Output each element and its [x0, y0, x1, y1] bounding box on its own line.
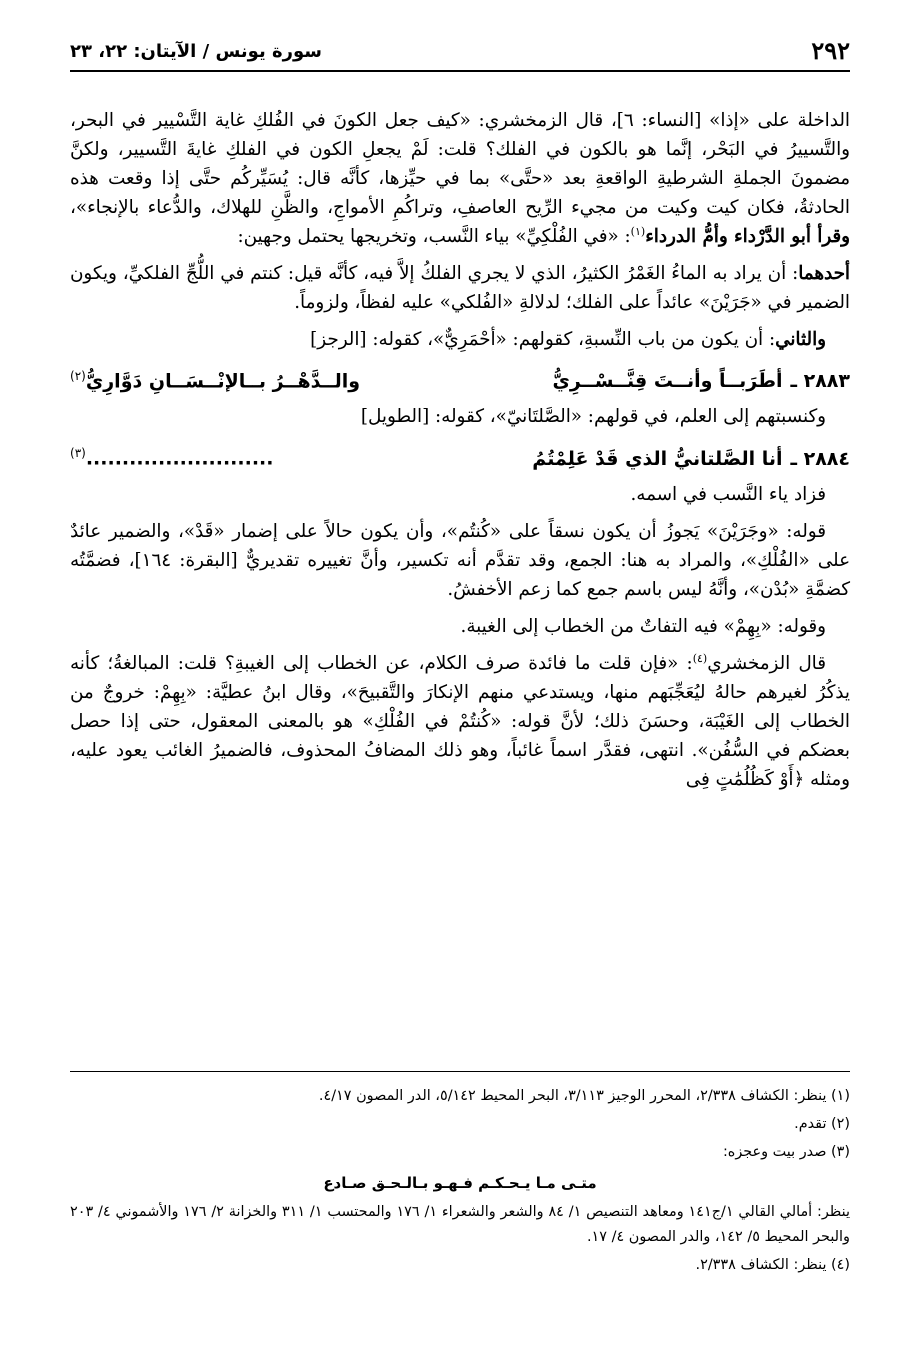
verse-hemistich-2: ..........................$^{(٣)}$: [70, 446, 274, 470]
running-header: [70, 34, 850, 74]
paragraph-8: قال الزمخشري$^{(٤)}$: «فإن قلت ما فائدة صرف الكلام، عن الخطاب إلى الغيبةِ؟ قلت: المبالغةُ؛ كأنه يذكُرُ لغيرهم حالهُ ليُعَجِّبَهم منها، ويستدعي منهم الإنكارَ والتَّقبيحَ»، وقال ابنُ عطيَّة: «بِهِمْ: خروجٌ من الخطاب إلى الغَيْبَة، وحسَنَ ذلك؛ لأنَّ قوله: «كُنتُمْ في الفُلْكِ» هو بالمعنى المعقول، حتى إذا حصل بعضكم في السُّفُن». انتهى، فقدَّر اسماً غائباً، وهو ذلك المضافُ المحذوف، فالضميرُ الغائب يعود عليه، ومثله ﴿أَوْ كَظُلُمَٰتٍ فِى: [70, 651, 850, 790]
footnote-3-references: ينظر: أمالي القالي ١/ج١٤١ ومعاهد التنصيص ١/ ٨٤ والشعر والشعراء ١/ ١٧٦ والمحتسب ١/ ٣١١ والخزانة ٢/ ١٧٦ والأشموني ٤/ ٢٠٣ والبحر المحيط ٥/ ١٤٢، والدر المصون ٤/ ١٧.: [70, 1204, 850, 1245]
main-text: [70, 106, 850, 802]
verse-hemistich-1: أنا الصَّلتانيُّ الذي قَدْ عَلِمْتُمُ: [532, 447, 783, 470]
paragraph-7: وقوله: «بِهِمْ» فيه التفاتٌ من الخطاب إلى الغيبة.: [460, 615, 826, 637]
paragraph-2: أحدهما: أن يراد به الماءُ الغَمْرُ الكثيرُ، الذي لا يجري الفلكُ إلاَّ فيه، كأنَّه قيل: كنتم في اللُّجِّ الفلكيِّ، ويكون الضمير في «جَرَيْنَ» عائداً على الفلك؛ لدلالةِ «الفُلكي» عليه لفظاً، ولزوماً.: [70, 263, 850, 313]
paragraph-6: قوله: «وجَرَيْنَ» يَجوزُ أن يكون نسقاً على «كُنتُم»، وأن يكون حالاً على إضمار «قَدْ»، والضمير عائدٌ على «الفُلْكِ»، والمراد به هنا: الجمع، وقد تقدَّم أنه تكسير، وأنَّ تغييره تقديريٌّ [البقرة: ١٦٤]، فضمَّتُه كضمَّةِ «بُدْن»، وأنَّهُ ليس باسم جمع كما زعم الأخفشُ.: [70, 520, 850, 600]
footnote-ref-1: (١): [630, 224, 646, 238]
footnote-ref-4: (٤): [692, 651, 708, 665]
footnote-1: (١) ينظر: الكشاف ٢/٣٣٨، المحرر الوجيز ٣/١١٣، البحر المحيط ٥/١٤٢، الدر المصون ٤/١٧.: [318, 1088, 850, 1104]
footnote-2: (٢) تقدم.: [794, 1116, 850, 1132]
footnote-3: (٣) صدر بيت وعجزه:: [722, 1144, 850, 1160]
paragraph-4: وكنسبتهم إلى العلم، في قولهم: «الصَّلتَانيّ»، كقوله: [الطويل]: [360, 406, 826, 428]
paragraph-1: الداخلة على «إذا» [النساء: ٦]، قال الزمخشري: «كيف جعل الكونَ في الفُلكِ غاية التَّسْيير في البحر، والتَّسييرُ في البَحْر، إنَّما هو بالكون في الفلك؟ قلت: لَمْ يجعلِ الكون في الفلكِ غايةَ التَّسيير، ولكنَّ مضمونَ الجملةِ الشرطيةِ الواقعةِ بعد «حتَّى» بما في حيِّزها، كأنَّه قال: يُسَيِّركُم حتَّى إذا وقعت هذه الحادثةُ، فكان كيت وكيت من مجيء الرِّيح العاصفِ، وتراكُمِ الأمواجِ، والظَّنِ للهلاك، والدُّعاء بالإنجاء»، وقرأ أبو الدَّرْداء وأمُّ الدرداء$^{(١)}$: «في الفُلْكِيِّ» بياء النَّسب، وتخريجها يحتمل وجهين:: [70, 110, 850, 247]
footnote-3-verse: متـى مـا يـحـكـم فـهـو بـالـحـق صـادع: [323, 1174, 597, 1192]
footnote-rule: [70, 1071, 850, 1072]
verse-2883: [70, 362, 850, 396]
verse-hemistich-2: والــدَّهْــرُ بــالإنْــسَــانِ دَوَّارِيُّ$^{(٢)}$: [70, 369, 361, 393]
running-title: سورة يونس / الآيتان: ٢٢، ٢٣: [70, 41, 322, 62]
bold-phrase: وقرأ أبو الدَّرْداء وأمُّ الدرداء: [645, 226, 850, 247]
verse-number: ٢٨٨٤ ـ: [790, 447, 850, 470]
bold-lead: والثاني: [775, 329, 826, 350]
footnote-ref-2: (٢): [70, 369, 86, 383]
paragraph-3: والثاني: أن يكون من باب النِّسبةِ، كقولهم: «أحْمَرِيٌّ»، كقوله: [الرجز]: [310, 329, 826, 350]
verse-2884: [70, 439, 850, 473]
verse-number: ٢٨٨٣ ـ: [790, 370, 850, 393]
header-rule: [70, 70, 850, 72]
footnotes: [70, 1084, 850, 1281]
footnote-4: (٤) ينظر: الكشاف ٢/٣٣٨.: [695, 1257, 850, 1273]
bold-lead: أحدهما: [798, 263, 850, 284]
paragraph-5: فزاد ياء النَّسب في اسمه.: [630, 483, 826, 505]
verse-hemistich-1: أطَرَبــاً وأنــتَ قِنَّــسْــرِيُّ: [552, 370, 783, 393]
footnote-ref-3: (٣): [70, 446, 86, 461]
page-number: ٢٩٢: [811, 36, 850, 65]
